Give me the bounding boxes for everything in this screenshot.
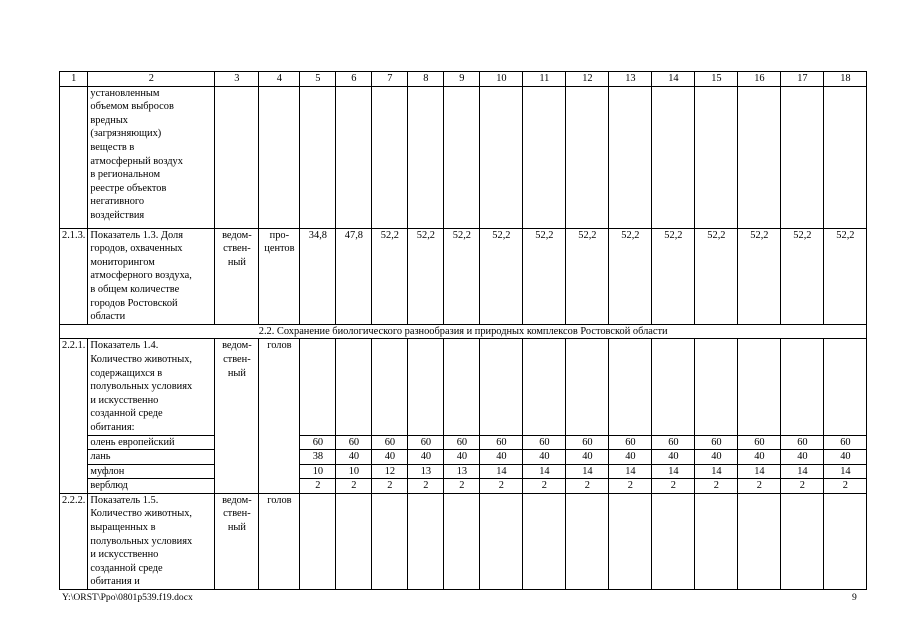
indicator-name-cell-line: и искусственно (90, 394, 159, 406)
value-cell: 38 (300, 450, 336, 465)
value-cell: 2 (372, 479, 408, 494)
indicator-name-cell-line: мониторингом (90, 256, 155, 268)
row-number-cell: 2.2.1. (60, 339, 88, 494)
empty-cell (523, 86, 566, 228)
indicator-name-cell-line: выращенных в (90, 522, 156, 534)
value-cell: 13 (408, 464, 444, 479)
value-cell: 47,8 (336, 228, 372, 324)
value-cell: 40 (609, 450, 652, 465)
source-cell-line: ный (227, 367, 246, 379)
row-number-cell (60, 86, 88, 228)
column-number: 13 (609, 72, 652, 87)
indicator-name-cell-line: объемом выбросов (90, 101, 174, 113)
empty-cell (300, 86, 336, 228)
value-cell: 2 (444, 479, 480, 494)
table-row (60, 86, 867, 228)
column-number: 16 (738, 72, 781, 87)
indicator-name-cell-line: Показатель 1.3. Доля (90, 229, 184, 241)
empty-cell (215, 86, 259, 228)
value-cell: 60 (372, 435, 408, 450)
table-row (60, 228, 867, 324)
empty-cell (444, 86, 480, 228)
row-number-cell: 2.1.3. (60, 228, 88, 324)
column-number: 8 (408, 72, 444, 87)
empty-cell (372, 493, 408, 589)
value-cell: 40 (695, 450, 738, 465)
indicator-name-cell-line: обитания: (90, 421, 135, 433)
empty-cell (609, 339, 652, 435)
empty-cell (566, 339, 609, 435)
value-cell: 60 (480, 435, 523, 450)
source-cell (215, 493, 259, 589)
value-cell: 2 (336, 479, 372, 494)
empty-cell (259, 86, 300, 228)
value-cell: 60 (408, 435, 444, 450)
value-cell: 12 (372, 464, 408, 479)
empty-cell (738, 493, 781, 589)
column-number: 9 (444, 72, 480, 87)
empty-cell (408, 339, 444, 435)
source-cell-line: ведом- (222, 340, 252, 352)
empty-cell (695, 493, 738, 589)
value-cell: 2 (738, 479, 781, 494)
empty-cell (566, 493, 609, 589)
table-row (60, 464, 867, 479)
column-number: 10 (480, 72, 523, 87)
unit-cell (259, 228, 300, 324)
value-cell: 60 (652, 435, 695, 450)
value-cell: 60 (738, 435, 781, 450)
value-cell: 2 (695, 479, 738, 494)
empty-cell (781, 339, 824, 435)
value-cell: 60 (444, 435, 480, 450)
value-cell: 14 (738, 464, 781, 479)
indicator-name-cell-line: Показатель 1.5. (90, 494, 159, 506)
value-cell: 14 (781, 464, 824, 479)
source-cell-line: ствен- (223, 353, 251, 365)
table-row (60, 72, 867, 87)
value-cell: 2 (480, 479, 523, 494)
column-number: 4 (259, 72, 300, 87)
value-cell: 2 (781, 479, 824, 494)
indicator-name-cell-line: созданной среде (90, 408, 163, 420)
empty-cell (523, 493, 566, 589)
source-cell-line: ствен- (223, 508, 251, 520)
column-number: 17 (781, 72, 824, 87)
empty-cell (480, 493, 523, 589)
indicator-name-cell-line: обитания и (90, 576, 140, 588)
empty-cell (300, 339, 336, 435)
empty-cell (738, 339, 781, 435)
value-cell: 52,2 (444, 228, 480, 324)
empty-cell (444, 339, 480, 435)
empty-cell (480, 339, 523, 435)
empty-cell (300, 493, 336, 589)
column-number: 14 (652, 72, 695, 87)
value-cell: 40 (824, 450, 867, 465)
value-cell: 2 (652, 479, 695, 494)
column-number: 5 (300, 72, 336, 87)
indicator-name-cell-line: в общем количестве (90, 283, 180, 295)
unit-cell: голов (259, 339, 300, 494)
column-number: 3 (215, 72, 259, 87)
column-number: 7 (372, 72, 408, 87)
empty-cell (695, 339, 738, 435)
value-cell: 52,2 (781, 228, 824, 324)
value-cell: 2 (566, 479, 609, 494)
column-number: 18 (824, 72, 867, 87)
indicator-name-cell-line: вредных (90, 114, 128, 126)
column-number: 6 (336, 72, 372, 87)
table-row (60, 435, 867, 450)
value-cell: 40 (781, 450, 824, 465)
indicator-name-cell-line: Количество животных, (90, 508, 192, 520)
value-cell: 40 (566, 450, 609, 465)
unit-cell-line: про- (269, 229, 290, 241)
value-cell: 60 (781, 435, 824, 450)
indicator-name-cell-line: Показатель 1.4. (90, 340, 159, 352)
value-cell: 52,2 (609, 228, 652, 324)
indicator-name-cell-line: атмосферного воздуха, (90, 270, 192, 282)
indicator-name-cell-line: созданной среде (90, 562, 163, 574)
empty-cell (372, 86, 408, 228)
value-cell: 40 (480, 450, 523, 465)
value-cell: 14 (652, 464, 695, 479)
row-number-cell: 2.2.2. (60, 493, 88, 589)
empty-cell (336, 86, 372, 228)
section-title: 2.2. Сохранение биологического разнообразия и природных комплексов Ростовской области (60, 324, 867, 339)
source-cell (215, 339, 259, 494)
empty-cell (408, 86, 444, 228)
empty-cell (336, 493, 372, 589)
value-cell: 52,2 (652, 228, 695, 324)
indicator-name-cell-line: области (90, 311, 126, 323)
value-cell: 40 (652, 450, 695, 465)
value-cell: 40 (336, 450, 372, 465)
empty-cell (824, 339, 867, 435)
empty-cell (738, 86, 781, 228)
table-row (60, 479, 867, 494)
value-cell: 40 (523, 450, 566, 465)
value-cell: 10 (300, 464, 336, 479)
column-number: 15 (695, 72, 738, 87)
value-cell: 60 (824, 435, 867, 450)
empty-cell (609, 86, 652, 228)
indicator-name-cell (88, 339, 215, 435)
value-cell: 14 (609, 464, 652, 479)
table-row (60, 324, 867, 339)
animal-label: верблюд (88, 479, 215, 494)
column-number: 2 (88, 72, 215, 87)
indicators-table (59, 71, 867, 590)
value-cell: 52,2 (695, 228, 738, 324)
indicator-name-cell (88, 86, 215, 228)
value-cell: 34,8 (300, 228, 336, 324)
value-cell: 60 (523, 435, 566, 450)
animal-label: лань (88, 450, 215, 465)
empty-cell (781, 493, 824, 589)
empty-cell (652, 493, 695, 589)
value-cell: 14 (824, 464, 867, 479)
column-number: 11 (523, 72, 566, 87)
indicator-name-cell-line: негативного (90, 196, 145, 208)
value-cell: 14 (566, 464, 609, 479)
empty-cell (652, 339, 695, 435)
source-cell-line: ведом- (222, 494, 252, 506)
value-cell: 52,2 (824, 228, 867, 324)
indicator-name-cell-line: Количество животных, (90, 353, 192, 365)
table-row (60, 339, 867, 435)
value-cell: 40 (408, 450, 444, 465)
indicator-name-cell-line: (загрязняющих) (90, 128, 162, 140)
value-cell: 52,2 (408, 228, 444, 324)
value-cell: 52,2 (566, 228, 609, 324)
empty-cell (609, 493, 652, 589)
empty-cell (336, 339, 372, 435)
footer-file-path: Y:\ORST\Ppo\0801p539.f19.docx (62, 592, 193, 603)
indicator-name-cell-line: полувольных условиях (90, 535, 193, 547)
value-cell: 60 (300, 435, 336, 450)
empty-cell (695, 86, 738, 228)
unit-cell: голов (259, 493, 300, 589)
source-cell-line: ный (227, 522, 246, 534)
indicator-name-cell-line: городов Ростовской (90, 297, 178, 309)
empty-cell (781, 86, 824, 228)
animal-label: олень европейский (88, 435, 215, 450)
value-cell: 52,2 (523, 228, 566, 324)
empty-cell (566, 86, 609, 228)
indicator-name-cell-line: содержащихся в (90, 367, 163, 379)
value-cell: 14 (523, 464, 566, 479)
source-cell-line: ствен- (223, 243, 251, 255)
value-cell: 60 (336, 435, 372, 450)
value-cell: 40 (738, 450, 781, 465)
value-cell: 52,2 (480, 228, 523, 324)
value-cell: 14 (480, 464, 523, 479)
source-cell-line: ный (227, 256, 246, 268)
indicator-name-cell-line: реестре объектов (90, 182, 167, 194)
animal-label: муфлон (88, 464, 215, 479)
indicator-name-cell-line: веществ в (90, 141, 135, 153)
value-cell: 2 (300, 479, 336, 494)
value-cell: 60 (609, 435, 652, 450)
value-cell: 52,2 (738, 228, 781, 324)
empty-cell (523, 339, 566, 435)
table-row (60, 450, 867, 465)
indicator-name-cell-line: полувольных условиях (90, 381, 193, 393)
empty-cell (480, 86, 523, 228)
value-cell: 13 (444, 464, 480, 479)
value-cell: 40 (444, 450, 480, 465)
indicator-name-cell-line: установленным (90, 87, 160, 99)
value-cell: 2 (609, 479, 652, 494)
value-cell: 52,2 (372, 228, 408, 324)
unit-cell-line: центов (264, 243, 295, 255)
empty-cell (444, 493, 480, 589)
table-row (60, 493, 867, 589)
empty-cell (408, 493, 444, 589)
column-number: 12 (566, 72, 609, 87)
source-cell-line: ведом- (222, 229, 252, 241)
indicator-name-cell-line: городов, охваченных (90, 243, 183, 255)
indicator-name-cell-line: воздействия (90, 209, 145, 221)
empty-cell (372, 339, 408, 435)
indicator-name-cell-line: в региональном (90, 169, 161, 181)
value-cell: 10 (336, 464, 372, 479)
value-cell: 40 (372, 450, 408, 465)
source-cell (215, 228, 259, 324)
indicator-name-cell-line: и искусственно (90, 549, 159, 561)
empty-cell (824, 493, 867, 589)
indicator-name-cell (88, 493, 215, 589)
value-cell: 14 (695, 464, 738, 479)
value-cell: 2 (523, 479, 566, 494)
value-cell: 60 (695, 435, 738, 450)
value-cell: 2 (408, 479, 444, 494)
value-cell: 2 (824, 479, 867, 494)
footer-page-number: 9 (852, 592, 857, 603)
indicator-name-cell-line: атмосферный воздух (90, 155, 183, 167)
empty-cell (652, 86, 695, 228)
indicator-name-cell (88, 228, 215, 324)
column-number: 1 (60, 72, 88, 87)
value-cell: 60 (566, 435, 609, 450)
empty-cell (824, 86, 867, 228)
